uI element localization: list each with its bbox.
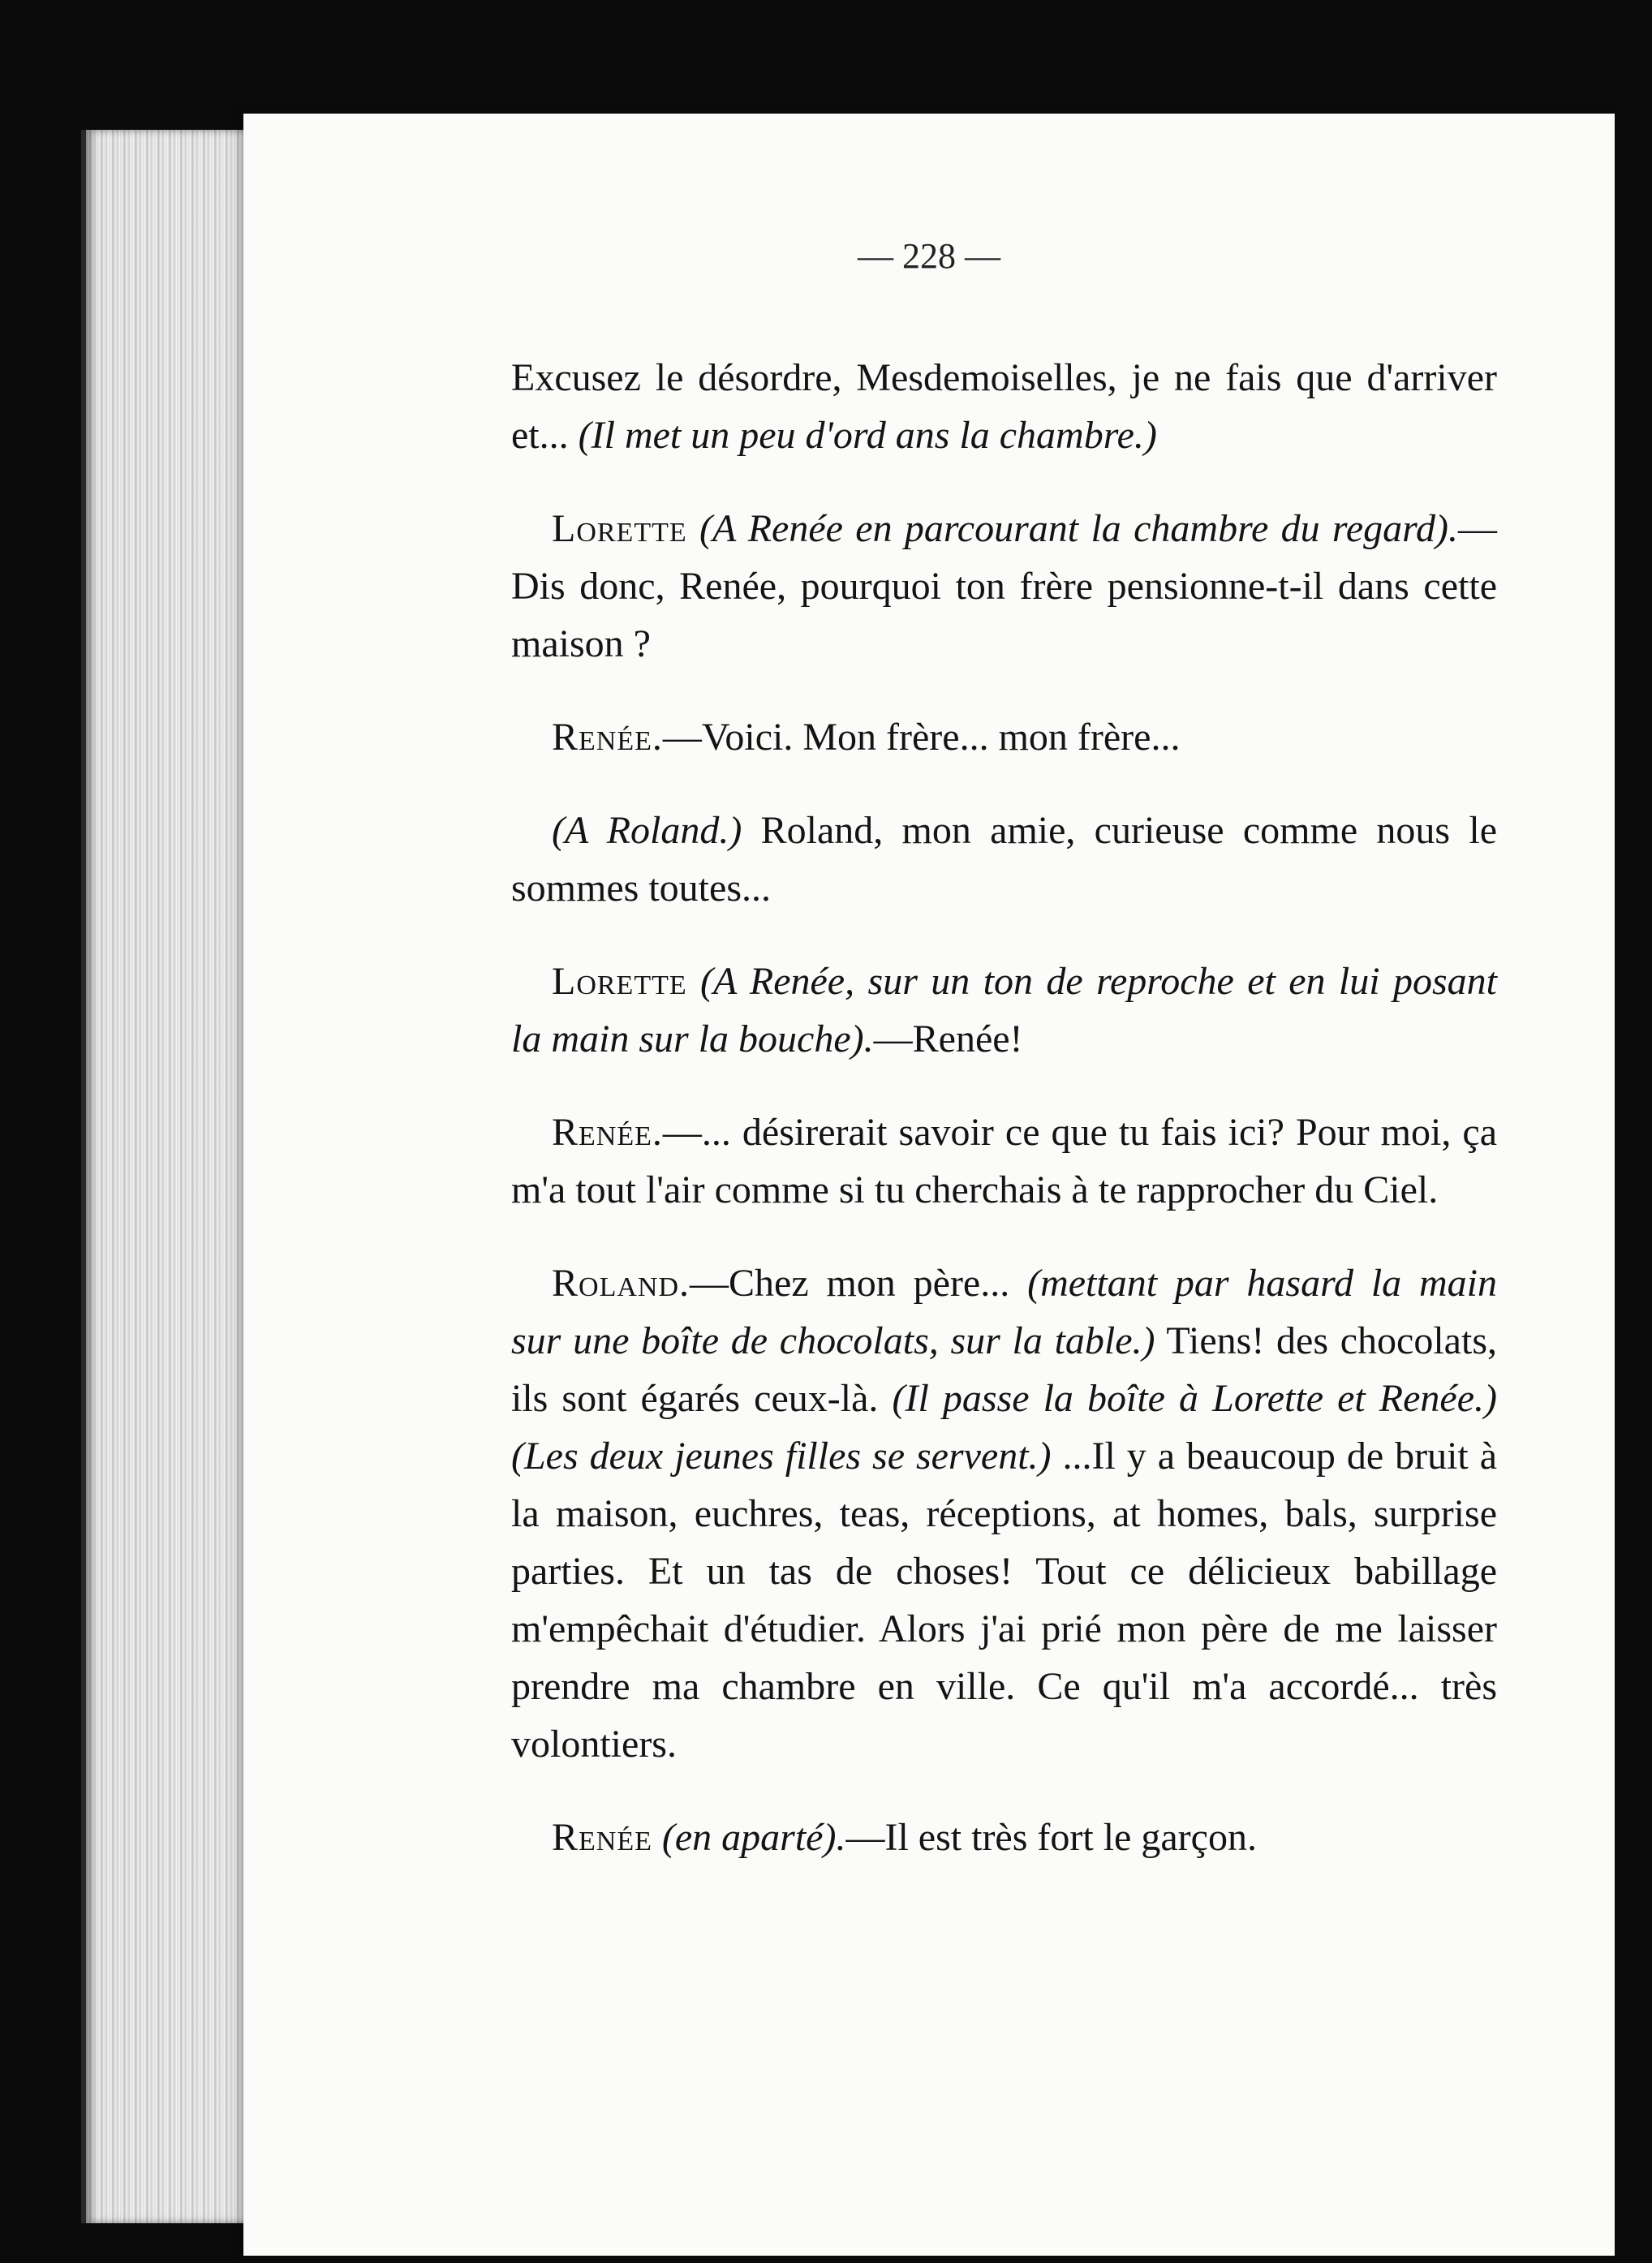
paragraph-3 [511,708,1497,766]
paragraph-4 [511,802,1497,917]
paragraph-5 [511,953,1497,1068]
paragraph-2 [511,500,1497,673]
book-page [243,114,1615,2256]
paragraph-6 [511,1104,1497,1219]
speaker-name: Renée. [552,1111,663,1154]
dialogue-text: ...Il y a beaucoup de bruit à la maison, euchres, teas, réceptions, at homes, bals, surprise parties. Et un tas de choses! Tout ce délicieux babillage m'empêchait d'étudier. Alors j'ai prié mon père de me laisser prendre ma chambre en ville. Ce qu'il m'a accordé... très volontiers. [511,1435,1497,1766]
dialogue-text: —Voici. Mon frère... mon frère... [662,716,1181,759]
stage-direction: (en aparté). [661,1816,846,1859]
stage-direction: (A Renée en parcourant la chambre du regard). [699,507,1458,550]
dialogue-text: —Renée! [873,1017,1023,1061]
dialogue-text: Roland, mon amie, curieuse comme nous le sommes toutes... [511,809,1497,910]
speaker-name: Roland. [552,1262,690,1305]
speaker-name: Lorette [552,507,687,550]
dialogue-text: —Il est très fort le garçon. [845,1816,1257,1859]
stage-direction: (A Roland.) [552,809,742,852]
speaker-name: Lorette [552,960,687,1003]
speaker-name: Renée [552,1816,652,1859]
page-number: — 228 — [858,236,1000,276]
dialogue-text: Excusez le désordre, Mesdemoiselles, je ne fais que d'arriver et... [511,356,1497,457]
page-body [511,349,1497,1902]
dialogue-text: —... désirerait savoir ce que tu fais ici? Pour moi, ça m'a tout l'air comme si tu cherchais à te rapprocher du Ciel. [511,1111,1497,1211]
stage-direction: (Il passe la boîte à Lorette et Renée.) [892,1377,1498,1420]
dialogue-text: Tiens! des chocolats, ils sont égarés ceux-là. [511,1319,1497,1420]
stage-direction: (Il met un peu d'ord ans la chambre.) [578,414,1157,457]
dialogue-text: —Chez mon père... [690,1262,1010,1305]
paragraph-7 [511,1254,1497,1773]
stage-direction: (mettant par hasard la main sur une boîte de chocolats, sur la table.) [511,1262,1497,1362]
dialogue-text: —Dis donc, Renée, pourquoi ton frère pensionne-t-il dans cette maison ? [511,507,1497,665]
paragraph-8 [511,1809,1497,1866]
speaker-name: Renée. [552,716,663,759]
paragraph-1 [511,349,1497,464]
stage-direction: (Les deux jeunes filles se servent.) [511,1435,1052,1478]
stage-direction: (A Renée, sur un ton de reproche et en lui posant la main sur la bouche). [511,960,1498,1061]
